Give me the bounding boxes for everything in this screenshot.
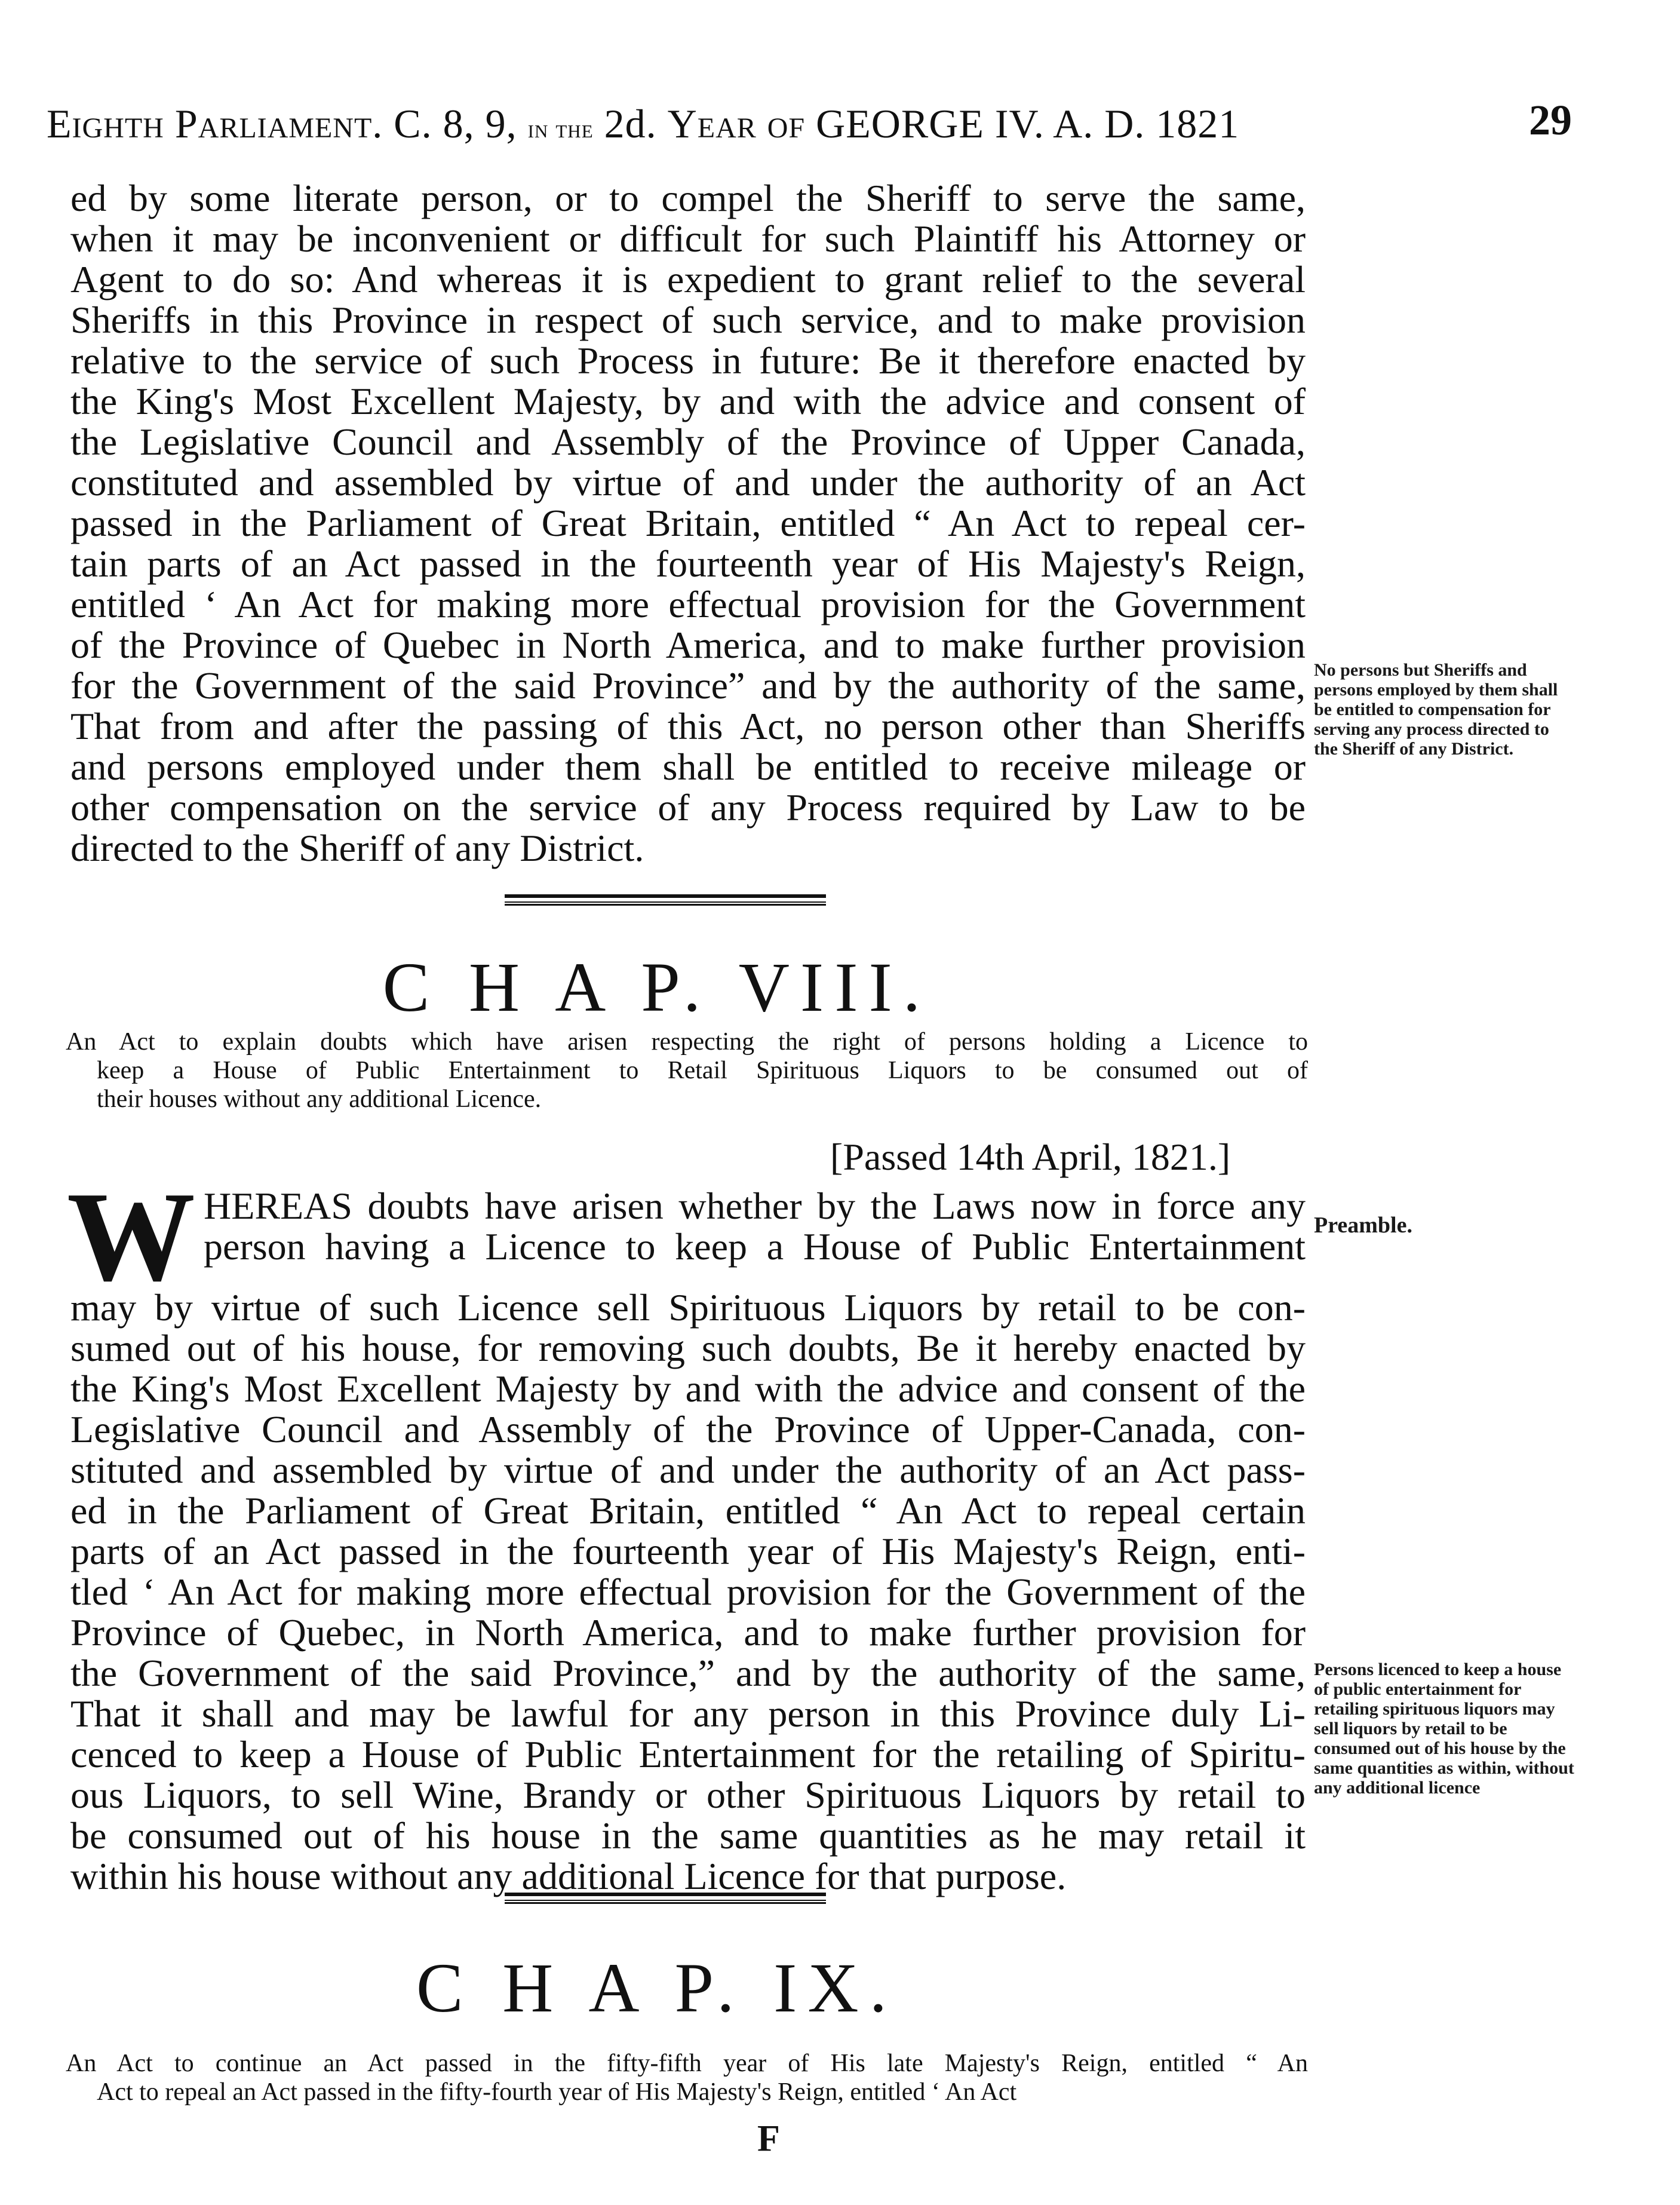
text-line: the Government of the said Province,” and by the authority of the same, xyxy=(70,1652,1306,1694)
text-line: passed in the Parliament of Great Britain, entitled “ An Act to repeal cer- xyxy=(70,502,1306,544)
chapter-8-title: C H A P. VIII. xyxy=(382,948,932,1026)
text-line: and persons employed under them shall be entitled to receive mileage or xyxy=(70,746,1306,788)
text-line: tain parts of an Act passed in the fourteenth year of His Majesty's Reign, xyxy=(70,542,1306,585)
signature-mark: F xyxy=(757,2118,780,2159)
text-line: stituted and assembled by virtue of and under the authority of an Act pass- xyxy=(70,1449,1306,1491)
description-line: their houses without any additional Licence. xyxy=(97,1085,542,1113)
chapter-9-title: C H A P. IX. xyxy=(416,1949,898,2027)
passed-date: [Passed 14th April, 1821.] xyxy=(830,1136,1231,1178)
text-line: tled ‘ An Act for making more effectual provision for the Government of the xyxy=(70,1571,1306,1613)
margin-note-preamble: Preamble. xyxy=(1314,1213,1412,1238)
text-line: ed in the Parliament of Great Britain, entitled “ An Act to repeal certain xyxy=(70,1489,1306,1532)
chapter-9-description xyxy=(66,2049,1308,2106)
text-line: for the Government of the said Province” and by the authority of the same, xyxy=(70,664,1306,707)
text-line: That it shall and may be lawful for any person in this Province duly Li- xyxy=(70,1692,1306,1735)
running-head-parliament: Eighth Parliament. xyxy=(47,101,383,146)
text-line: entitled ‘ An Act for making more effectual provision for the Government xyxy=(70,583,1306,625)
text-line: Legislative Council and Assembly of the Province of Upper-Canada, con- xyxy=(70,1408,1306,1450)
text-line: be consumed out of his house in the same quantities as he may retail it xyxy=(70,1814,1306,1857)
drop-cap: W xyxy=(67,1165,195,1308)
text-line: cenced to keep a House of Public Entertainment for the retailing of Spiritu- xyxy=(70,1733,1306,1775)
text-line: when it may be inconvenient or difficult for such Plaintiff his Attorney or xyxy=(70,217,1306,260)
text-line: directed to the Sheriff of any District. xyxy=(70,827,644,869)
description-line: An Act to explain doubts which have arisen respecting the right of persons holding a Licence to xyxy=(66,1028,1308,1056)
running-head xyxy=(47,100,1319,148)
margin-note-sheriffs: No persons but Sheriffs and persons employed by them shall be entitled to compensation for serving any process directed to the Sheriff of any District. xyxy=(1314,660,1558,759)
margin-note-licence: Persons licenced to keep a house of public entertainment for retailing spirituous liquors may sell liquors by retail to be consumed out of his house by the same quantities as within, without any additional licence xyxy=(1314,1660,1574,1798)
text-line: parts of an Act passed in the fourteenth year of His Majesty's Reign, enti- xyxy=(70,1530,1306,1572)
text-line: HEREAS doubts have arisen whether by the Laws now in force any xyxy=(204,1185,1306,1227)
page-number: 29 xyxy=(1529,96,1572,144)
text-line: of the Province of Quebec in North America, and to make further provision xyxy=(70,624,1306,666)
text-line: Province of Quebec, in North America, and to make further provision for xyxy=(70,1611,1306,1654)
running-head-year-num: 2d. xyxy=(604,101,657,146)
running-head-in-the: in the xyxy=(527,114,594,143)
running-head-year-of: Year of xyxy=(667,101,806,146)
section-divider xyxy=(505,1893,826,1904)
text-line: That from and after the passing of this Act, no person other than Sheriffs xyxy=(70,705,1306,747)
description-line: Act to repeal an Act passed in the fifty-fourth year of His Majesty's Reign, entitled ‘ An Act xyxy=(97,2078,1017,2106)
text-line: other compensation on the service of any Process required by Law to be xyxy=(70,786,1306,829)
running-head-king: GEORGE IV. A. D. 1821 xyxy=(816,101,1240,146)
description-line: An Act to continue an Act passed in the fifty-fifth year of His late Majesty's Reign, entitled “ An xyxy=(66,2050,1308,2077)
text-line: ed by some literate person, or to compel the Sheriff to serve the same, xyxy=(70,177,1306,219)
text-line: within his house without any additional Licence for that purpose. xyxy=(70,1855,1067,1897)
running-head-chapters: C. 8, 9, xyxy=(394,101,517,146)
text-line: the King's Most Excellent Majesty by and with the advice and consent of the xyxy=(70,1367,1306,1410)
text-line: relative to the service of such Process in future: Be it therefore enacted by xyxy=(70,339,1306,382)
text-line: sumed out of his house, for removing such doubts, Be it hereby enacted by xyxy=(70,1327,1306,1369)
text-line: the Legislative Council and Assembly of the Province of Upper Canada, xyxy=(70,421,1306,463)
text-line: Sheriffs in this Province in respect of such service, and to make provision xyxy=(70,299,1306,341)
chapter-8-body xyxy=(67,1165,1306,1897)
text-line: ous Liquors, to sell Wine, Brandy or other Spirituous Liquors by retail to xyxy=(70,1774,1306,1816)
text-line: person having a Licence to keep a House of Public Entertainment xyxy=(204,1225,1306,1268)
text-line: the King's Most Excellent Majesty, by and with the advice and consent of xyxy=(70,380,1306,422)
text-line: Agent to do so: And whereas it is expedient to grant relief to the several xyxy=(70,258,1306,300)
text-line: constituted and assembled by virtue of and under the authority of an Act xyxy=(70,461,1306,504)
continued-paragraph xyxy=(70,178,1306,869)
section-divider xyxy=(505,894,826,906)
chapter-8-description xyxy=(66,1028,1308,1114)
text-line: may by virtue of such Licence sell Spirituous Liquors by retail to be con- xyxy=(70,1286,1306,1329)
description-line: keep a House of Public Entertainment to Retail Spirituous Liquors to be consumed out of xyxy=(97,1057,1308,1084)
